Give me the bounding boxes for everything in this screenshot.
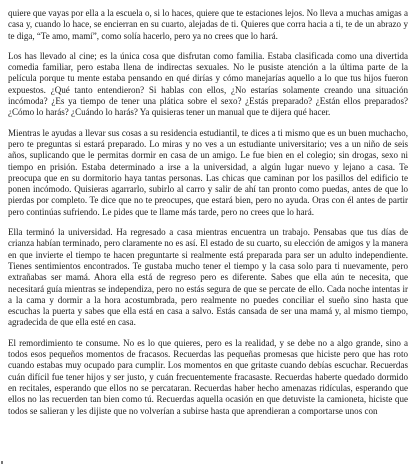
paragraph-1: quiere que vayas por ella a la escuela o, si lo haces, quiere que te estaciones lejos. No lleva a muchas amigas a casa y, cuando lo hace, se encierran en su cuarto, alejadas de ti. Quieres que corra hacia a ti, te de un abrazo y te diga, “Te amo, mamí”, como solía hacerlo, pero ya no crees que lo hará.	[8, 8, 408, 41]
paragraph-3: Mientras le ayudas a llevar sus cosas a su residencia estudiantil, te dices a ti mismo que es un buen muchacho, pero te preguntas si estará preparado. Lo miras y no ves a un estudiante universitario; ves a un niño de seis años, suplicando que le permitas dormir en casa de un amigo. Le fue bien en el colegio; sin drogas, sexo ni tiempo en prisión. Estaba determinado a irse a la universidad, a algún lugar nuevo y lejano a casa. Te preocupa que en su dormitorio haya tantas personas. Las chicas que caminan por los pasillos del edificio te ponen incómodo. Quisieras agarrarlo, subirlo al carro y salir de ahí tan pronto como puedas, antes de que lo pierdas por completo. Te dice que no te preocupes, que estará bien, pero no ayuda. Oras con él antes de partir pero continúas sufriendo. Le pides que te llame más tarde, pero no crees que lo hará.	[8, 127, 408, 217]
paragraph-5: El remordimiento te consume. No es lo que quieres, pero es la realidad, y se debe no a algo grande, sino a todos esos pequeños momentos de fracasos. Recuerdas las pequeñas promesas que hiciste pero que has roto cuando estabas muy ocupado para cumplir. Los momentos en que gritaste cuando debías escuchar. Recuerdas cuán difícil fue tener hijos y ser justo, y cuán frecuentemente fracasaste. Recuerdas haberte quedado dormido en recitales, esperando que ellos no se percataran. Recuerdas haber hecho amenazas ridículas, esperando que ellos no las recuerden tan bien como tú. Recuerdas aquella ocasión en que detuviste la camioneta, hiciste que todos se salieran y les dijiste que no volverían a subirse hasta que aprendieran a comportarse unos con	[8, 337, 408, 416]
margin-mark	[1, 461, 3, 464]
paragraph-2: Los has llevado al cine; es la única cosa que disfrutan como familia. Estaba clasificada como una divertida comedia familiar, pero estaba llena de indirectas sexuales. No le pusiste atención a la última parte de la película porque tu mente estaba pensando en qué dirías y cómo manejarías aquello a lo que tus hijos fueron expuestos. ¿Qué tanto entendieron? Si hablas con ellos, ¿No estarías solamente creando una situación incómoda? ¿Es ya tiempo de tener una plática sobre el sexo? ¿Estás preparado? ¿Están ellos preparados? ¿Cómo lo harás? ¿Cuándo lo harás? Ya quisieras tener un manual que te dijera qué hacer.	[8, 50, 408, 118]
paragraph-4: Ella terminó la universidad. Ha regresado a casa mientras encuentra un trabajo. Pensabas que tus días de crianza habían terminado, pero claramente no es así. El estado de su cuarto, su elección de amigos y la manera en que invierte el tiempo te hacen preguntarte si realmente está preparada para ser un adulto independiente. Tienes sentimientos encontrados. Te gustaba mucho tener el tiempo y la casa solo para ti nuevamente, pero extrañabas ser mamá. Ahora ella está de regreso pero es diferente. Sabes que ella aún te necesita, que necesitará guía mientras se independiza, pero no estás segura de que se percate de ello. Cada noche intentas ir a la cama y dormir a la hora acostumbrada, pero realmente no puedes conciliar el sueño sino hasta que escuchas la puerta y sabes que ella está en casa a salvo. Estás cansada de ser una mamá y, al mismo tiempo, agradecida de que ella esté en casa.	[8, 227, 408, 328]
